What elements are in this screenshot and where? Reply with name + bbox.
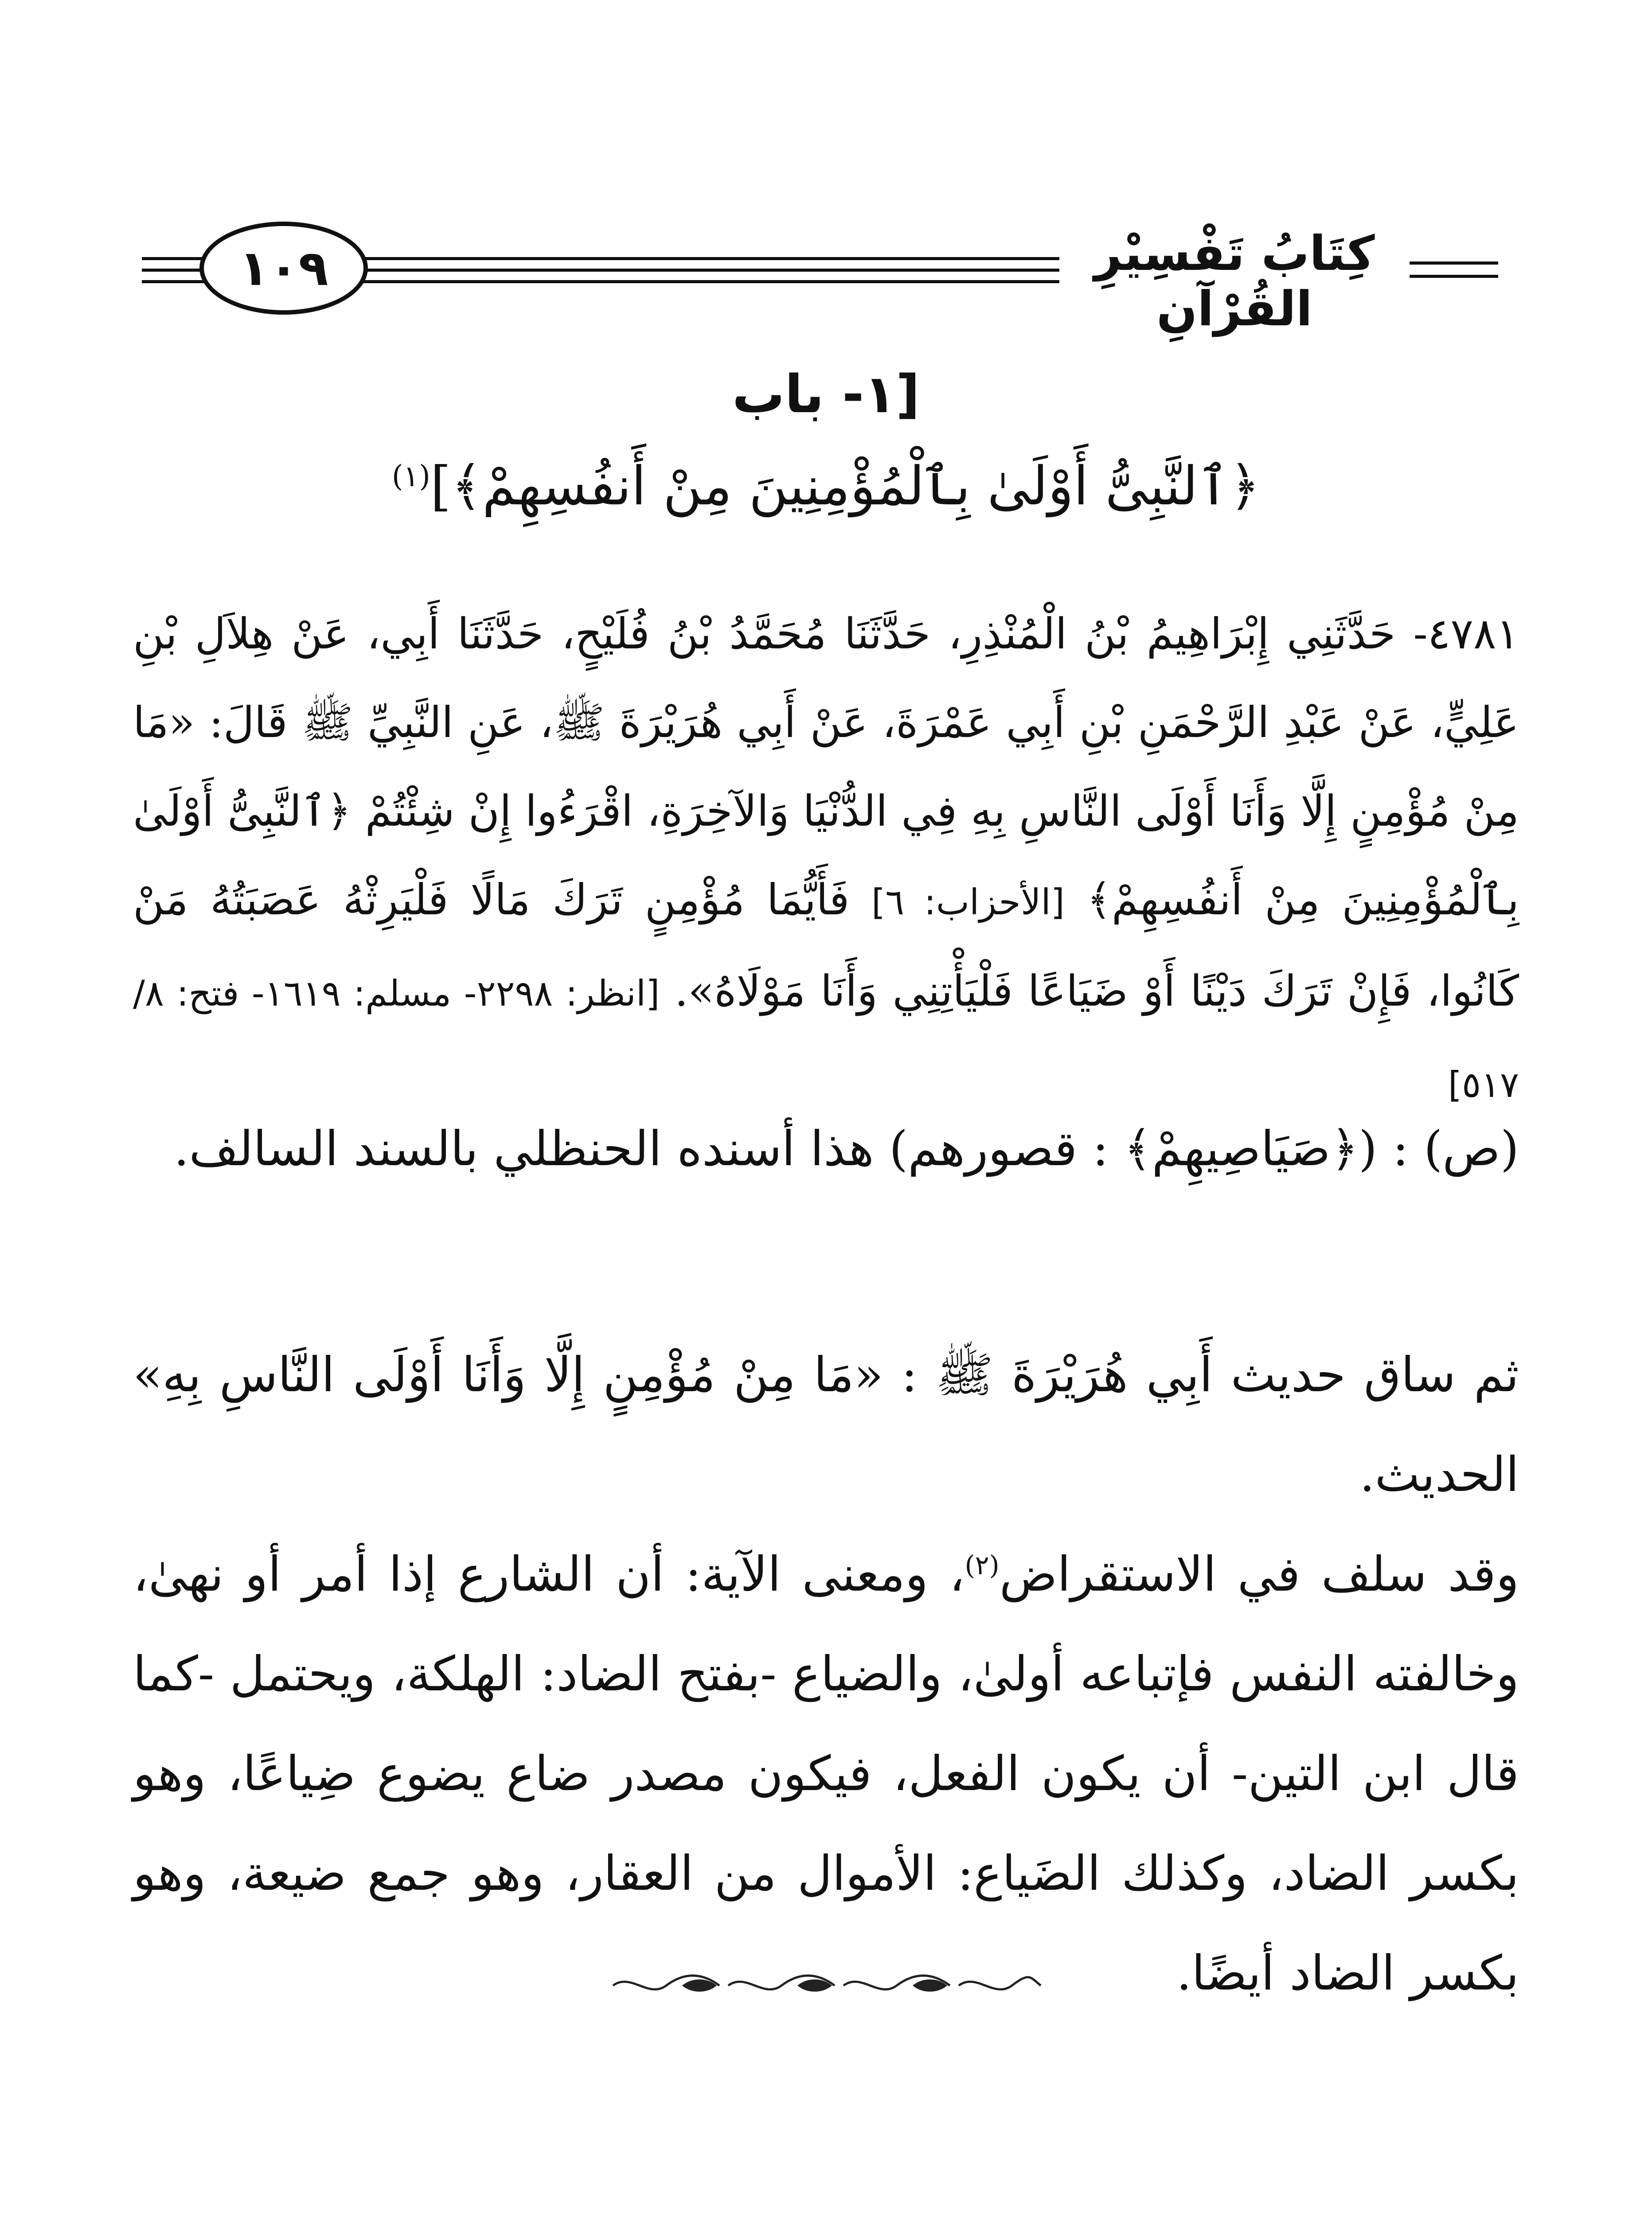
hadith-body: ٤٧٨١- حَدَّثَنِي إِبْرَاهِيمُ بْنُ الْمُنْذِرِ، حَدَّثَنَا مُحَمَّدُ بْنُ فُلَيْحٍ، حَدَّثَنَا أَبِي، عَنْ هِلاَلِ بْنِ عَلِيٍّ، عَنْ عَبْدِ الرَّحْمَنِ بْنِ أَبِي عَمْرَةَ، عَنْ أَبِي هُرَيْرَةَ ﷺ، عَنِ النَّبِيِّ ﷺ قَالَ: «مَا مِنْ مُؤْمِنٍ إِلَّا وَأَنَا أَوْلَى النَّاسِ بِهِ فِي الدُّنْيَا وَالآخِرَةِ، اقْرَءُوا إِنْ شِئْتُمْ ﴿ٱلنَّبِىُّ أَوْلَىٰ بِٱلْمُؤْمِنِينَ مِنْ أَنفُسِهِمْ﴾ [133,609,1519,925]
commentary-paragraph: ثم ساق حديث أَبِي هُرَيْرَةَ ﷺ : «مَا مِنْ مُؤْمِنٍ إِلَّا وَأَنَا أَوْلَى النَّاسِ بِهِ» الحديث. [133,1347,1519,1502]
running-header [142,213,1498,337]
footnote-marker: (١) [391,459,430,493]
cross-references: [انظر: ٢٢٩٨- مسلم: ١٦١٩- فتح: ٨/ ٥١٧] [133,973,1519,1105]
chapter-heading: [١- باب [732,363,920,425]
arabesque-divider-icon [604,1972,1047,1999]
page-number-badge [199,222,368,315]
commentary-paragraph [133,1516,1519,2023]
footnote-marker: (٢) [965,1550,1000,1581]
surah-reference: [الأحزاب: ٦] [871,882,1065,923]
paragraph-text: وقد سلف في الاستقراض [999,1547,1519,1602]
running-title: كِتَابُ تَفْسِيْرِ القُرْآنِ [1094,226,1375,337]
page-number: ١٠٩ [239,240,328,297]
paragraph-text: ، ومعنى الآية: أن الشارع إذا أمر أو نهىٰ، وخالفته النفس فإتباعه أولىٰ، والضياع -بفتح الضاد: الهلكة، ويحتمل -كما قال ابن التين- أن يكون الفعل، فيكون مصدر ضاع يضوع ضِياعًا، وهو بكسر الضاد، وكذلك الضَياع: الأموال من العقار، وهو جمع ضيعة، وهو بكسر الضاد أيضًا. [133,1547,1519,2001]
hadith-body-cont: فَأَيُّمَا مُؤْمِنٍ تَرَكَ مَالًا فَلْيَرِثْهُ عَصَبَتُهُ مَنْ كَانُوا، فَإِنْ تَرَكَ دَيْنًا أَوْ ضَيَاعًا فَلْيَأْتِنِي وَأَنَا مَوْلَاهُ». [133,875,1519,1016]
commentary-paragraph: (ص) : (﴿صَيَاصِيهِمْ﴾ : قصورهم) هذا أسنده الحنظلي بالسند السالف. [174,1121,1519,1177]
chapter-verse-text: ﴿ٱلنَّبِىُّ أَوْلَىٰ بِٱلْمُؤْمِنِينَ مِنْ أَنفُسِهِمْ﴾] [430,456,1261,517]
header-rule [1410,275,1498,278]
chapter-verse [133,452,1519,521]
hadith-text [133,589,1519,1129]
header-rule [1410,261,1498,265]
